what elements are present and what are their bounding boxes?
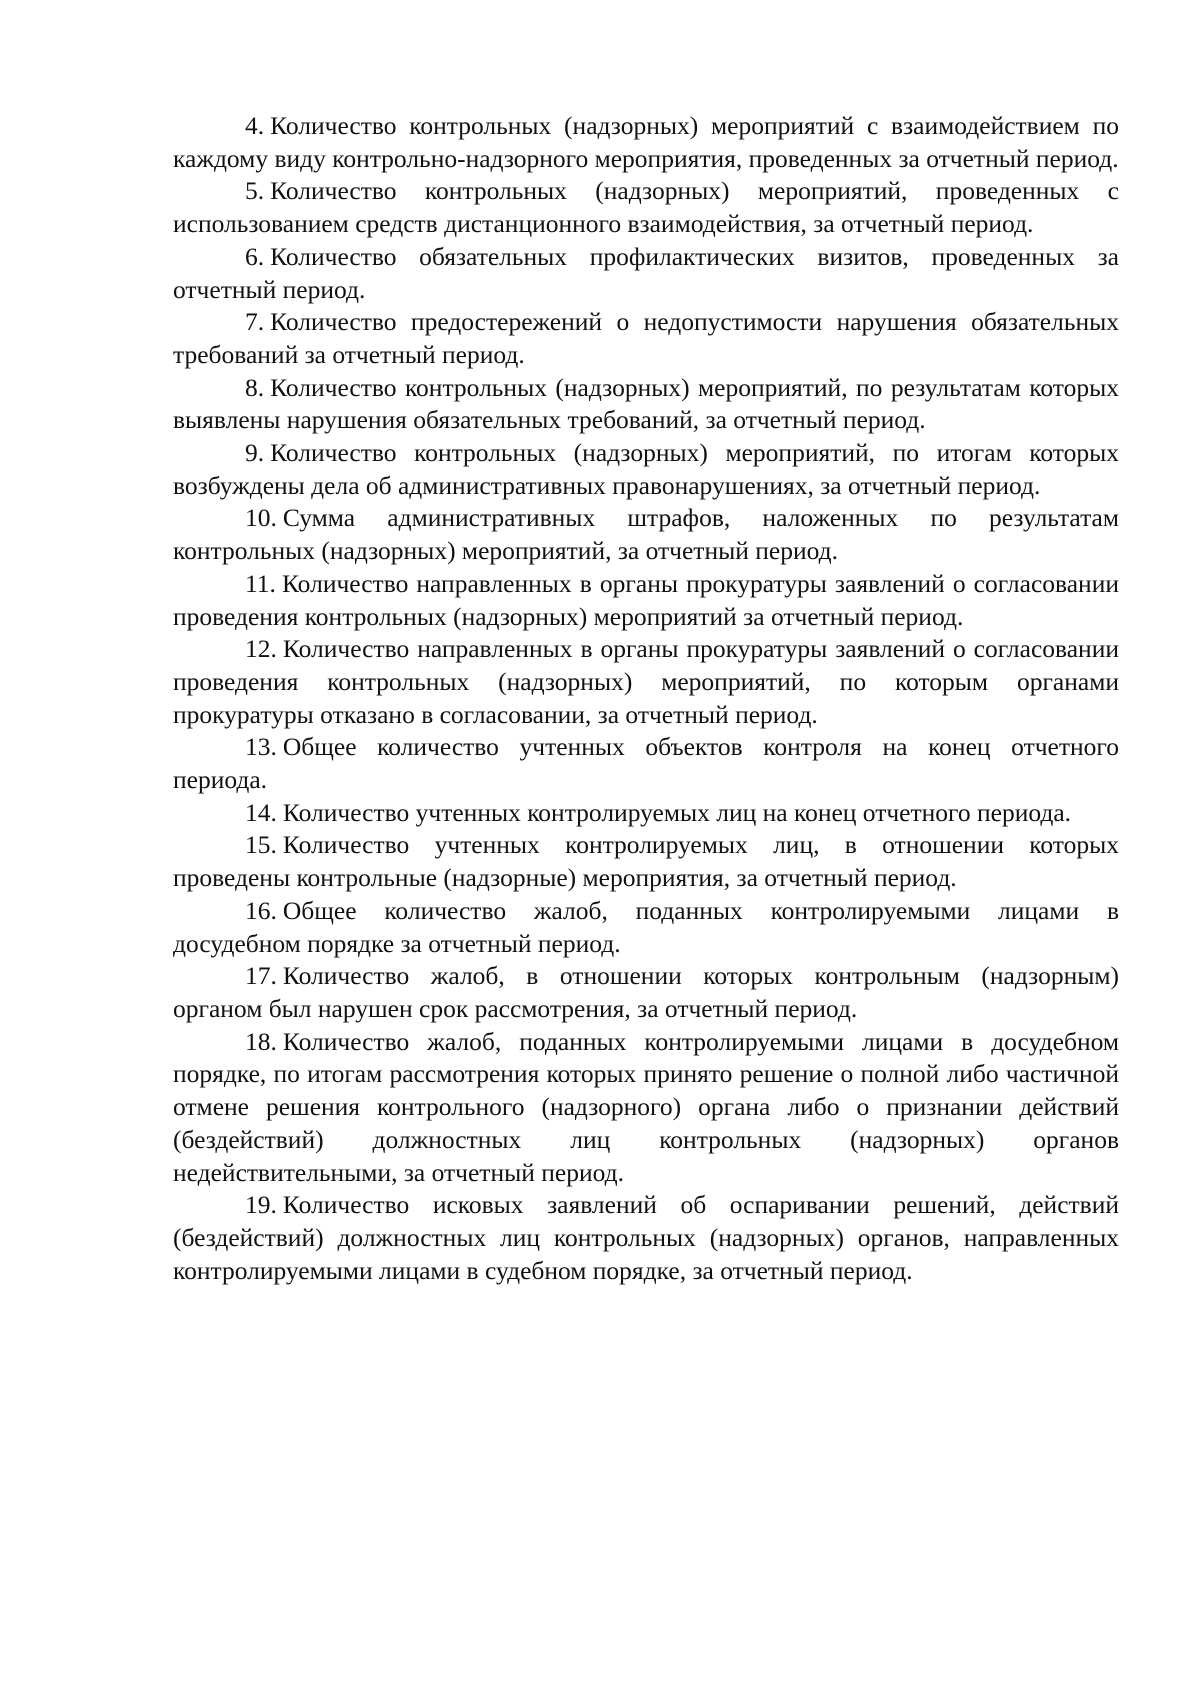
item-number: 19. xyxy=(245,1190,277,1220)
item-number: 5. xyxy=(245,176,265,206)
item-text: Количество контрольных (надзорных) мероприятий, по результатам которых выявлены нарушения обязательных требований, за отчетный период. xyxy=(173,372,1119,435)
list-item xyxy=(173,1189,1119,1287)
item-number: 17. xyxy=(245,961,277,991)
item-text: Количество предостережений о недопустимости нарушения обязательных требований за отчетный период. xyxy=(173,307,1119,369)
list-item xyxy=(173,895,1119,960)
list-item xyxy=(173,437,1119,502)
list-item xyxy=(173,568,1119,633)
item-number: 8. xyxy=(245,372,265,402)
list-item xyxy=(173,175,1119,240)
list-item xyxy=(173,306,1119,371)
list-item xyxy=(173,829,1119,894)
document-page xyxy=(173,110,1119,1287)
list-item xyxy=(173,633,1119,731)
item-text: Общее количество жалоб, поданных контролируемыми лицами в досудебном порядке за отчетный период. xyxy=(173,895,1119,958)
item-text: Количество жалоб, поданных контролируемыми лицами в досудебном порядке, по итогам рассмотрения которых принято решение о полной либо частичной отмене решения контрольного (надзорного) органа либо о признании действий (бездействий) должностных лиц контрольных (надзорных) органов недействительными, за отчетный период. xyxy=(173,1026,1119,1187)
item-text: Количество учтенных контролируемых лиц, в отношении которых проведены контрольные (надзорные) мероприятия, за отчетный период. xyxy=(173,830,1119,893)
item-number: 9. xyxy=(245,438,265,468)
item-text: Количество контрольных (надзорных) мероприятий, проведенных с использованием средств дистанционного взаимодействия, за отчетный период. xyxy=(173,176,1119,239)
list-item xyxy=(173,960,1119,1025)
list-item xyxy=(173,241,1119,306)
item-number: 13. xyxy=(245,732,277,762)
list-item xyxy=(173,731,1119,796)
item-text: Количество контрольных (надзорных) мероприятий, по итогам которых возбуждены дела об административных правонарушениях, за отчетный период. xyxy=(173,438,1119,500)
item-number: 16. xyxy=(245,895,277,925)
item-number: 11. xyxy=(245,568,276,598)
item-text: Общее количество учтенных объектов контроля на конец отчетного периода. xyxy=(173,732,1119,795)
list-item xyxy=(173,110,1119,175)
item-number: 12. xyxy=(245,634,277,664)
list-item xyxy=(173,502,1119,567)
list-item xyxy=(173,1026,1119,1190)
item-text: Количество контрольных (надзорных) мероприятий с взаимодействием по каждому виду контрольно-надзорного мероприятия, проведенных за отчетный период. xyxy=(173,111,1119,173)
item-text: Количество направленных в органы прокуратуры заявлений о согласовании проведения контрольных (надзорных) мероприятий, по которым органами прокуратуры отказано в согласовании, за отчетный период. xyxy=(173,634,1119,729)
item-number: 10. xyxy=(245,503,277,533)
item-number: 7. xyxy=(245,307,265,337)
item-text: Количество исковых заявлений об оспаривании решений, действий (бездействий) должностных лиц контрольных (надзорных) органов, направленных контролируемыми лицами в судебном порядке, за отчетный период. xyxy=(173,1190,1119,1285)
item-number: 14. xyxy=(245,797,277,827)
item-number: 6. xyxy=(245,241,265,271)
item-text: Количество жалоб, в отношении которых контрольным (надзорным) органом был нарушен срок рассмотрения, за отчетный период. xyxy=(173,961,1119,1023)
list-item xyxy=(173,797,1119,830)
item-number: 18. xyxy=(245,1026,277,1056)
item-text: Сумма административных штрафов, наложенных по результатам контрольных (надзорных) мероприятий, за отчетный период. xyxy=(173,503,1119,566)
item-text: Количество направленных в органы прокуратуры заявлений о согласовании проведения контрольных (надзорных) мероприятий за отчетный период. xyxy=(173,568,1119,631)
item-text: Количество обязательных профилактических визитов, проведенных за отчетный период. xyxy=(173,241,1119,304)
item-text: Количество учтенных контролируемых лиц на конец отчетного периода. xyxy=(282,797,1072,827)
item-number: 15. xyxy=(245,830,277,860)
item-number: 4. xyxy=(245,111,265,140)
list-item xyxy=(173,372,1119,437)
